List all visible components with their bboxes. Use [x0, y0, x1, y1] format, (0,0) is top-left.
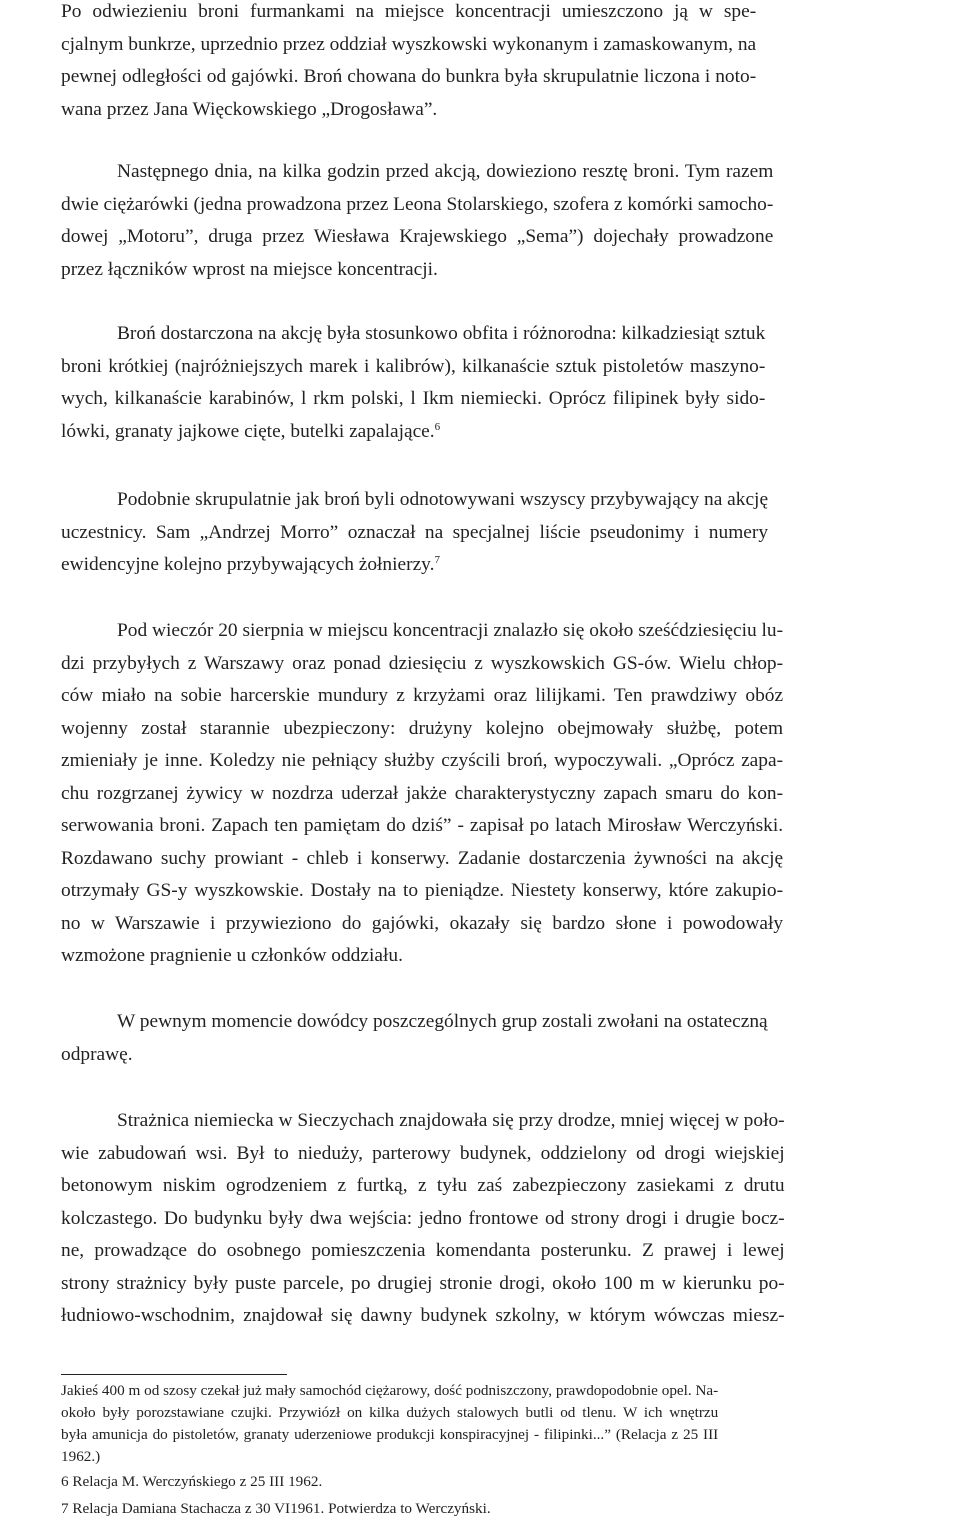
text-line: zmieniały je inne. Koledzy nie pełniący służby czyścili broń, wypoczywali. „Oprócz zapa-	[61, 750, 784, 771]
text-line: pewnej odległości od gajówki. Broń chowana do bunkra była skrupulatnie liczona i noto-	[61, 66, 757, 87]
text-line: wie zabudowań wsi. Był to nieduży, parterowy budynek, oddzielony od drogi wiejskiej	[61, 1142, 785, 1164]
text-line: Po odwiezieniu broni furmankami na miejsce koncentracji umieszczono ją w spe-	[61, 1, 757, 22]
text-line: Strażnica niemiecka w Sieczychach znajdowała się przy drodze, mniej więcej w poło-	[117, 1110, 785, 1131]
text-line: uczestnicy. Sam „Andrzej Morro” oznaczał na specjalnej liście pseudonimy i numery	[61, 521, 769, 543]
footnote-line: była amunicja do pistoletów, granaty uderzeniowe produkcji konspiracyjnej - filipinki...” (Relacja z 25 III	[61, 1426, 719, 1443]
text-line: Następnego dnia, na kilka godzin przed akcją, dowieziono resztę broni. Tym razem	[117, 161, 774, 182]
footnote-separator	[61, 1374, 287, 1375]
text-line: ców miało na sobie harcerskie mundury z krzyżami oraz lilijkami. Ten prawdziwy obóz	[61, 685, 784, 706]
text-line: Rozdawano suchy prowiant - chleb i konserwy. Zadanie dostarczenia żywności na akcję	[61, 847, 784, 869]
text-line: chu rozgrzanej żywicy w nozdrza uderzał jakże charakterystyczny zapach smaru do kon-	[61, 782, 784, 804]
text-line: Pod wieczór 20 sierpnia w miejscu koncentracji znalazło się około sześćdziesięciu lu-	[117, 620, 784, 641]
text-line: otrzymały GS-y wyszkowskie. Dostały na to pieniądze. Niestety konserwy, które zakupio-	[61, 880, 784, 901]
text-line: W pewnym momencie dowódcy poszczególnych grup zostali zwołani na ostateczną	[117, 1011, 768, 1032]
text-line: wojenny został starannie ubezpieczony: drużyny kolejno obejmowały służbę, potem	[61, 717, 784, 739]
text-line: serwowania broni. Zapach ten pamiętam do dziś” - zapisał po latach Mirosław Werczyński.	[61, 815, 784, 836]
footnote-continued	[61, 1380, 718, 1468]
footnote-line: około były porozstawiane czujki. Przywiózł on kilka dużych stalowych butli od tlenu. W ich wnętrzu	[61, 1404, 719, 1421]
footnote-ref: 7	[434, 554, 440, 566]
text-line: Broń dostarczona na akcję była stosunkowo obfita i różnorodna: kilkadziesiąt sztuk	[117, 323, 766, 344]
footnote-line: 6 Relacja M. Werczyńskiego z 25 III 1962.	[61, 1473, 323, 1490]
text-line: wzmożone pragnienie u członków oddziału.	[61, 945, 403, 966]
text-line: betonowym niskim ogrodzeniem z furtką, z tyłu zaś zabezpieczony zasiekami z drutu	[61, 1175, 785, 1196]
text-line: no w Warszawie i przywieziono do gajówki, okazały się bardzo słone i powodowały	[61, 912, 784, 934]
footnote-line: Jakieś 400 m od szosy czekał już mały samochód ciężarowy, dość podniszczony, prawdopodobnie opel. Na-	[61, 1382, 719, 1399]
text-line: wych, kilkanaście karabinów, l rkm polski, l Ikm niemiecki. Oprócz filipinek były sido-	[61, 388, 766, 409]
footnote-7	[61, 1498, 491, 1520]
footnote-line: 7 Relacja Damiana Stachacza z 30 VI1961. Potwierdza to Werczyński.	[61, 1500, 491, 1517]
text-line: Podobnie skrupulatnie jak broń byli odnotowywani wszyscy przybywający na akcję	[117, 489, 769, 510]
paragraph-guardhouse	[61, 1105, 785, 1333]
text-line: dowej „Motoru”, druga przez Wiesława Krajewskiego „Sema”) dojechały prowadzone	[61, 226, 774, 247]
footnote-line: 1962.)	[61, 1448, 101, 1465]
text-line: przez łączników wprost na miejsce koncentracji.	[61, 258, 438, 280]
paragraph-weapons-bunker	[61, 0, 756, 126]
text-line: dwie ciężarówki (jedna prowadzona przez Leona Stolarskiego, szofera z komórki samocho-	[61, 193, 774, 215]
text-line: łudniowo-wschodnim, znajdował się dawny budynek szkolny, w którym wówczas miesz-	[61, 1305, 785, 1326]
footnote-6	[61, 1471, 322, 1493]
footnote-ref: 6	[434, 420, 441, 433]
text-line: dzi przybyłych z Warszawy oraz ponad dziesięciu z wyszkowskich GS-ów. Wielu chłop-	[61, 652, 784, 674]
text-line: wana przez Jana Więckowskiego „Drogosława”.	[61, 98, 438, 120]
text-line: kolczastego. Do budynku były dwa wejścia: jedno frontowe od strony drogi i drugie bocz-	[61, 1207, 785, 1229]
text-line-content: lówki, granaty jajkowe cięte, butelki zapalające.	[61, 420, 435, 442]
paragraph-remaining-weapons	[61, 156, 773, 286]
paragraph-camp-evening	[61, 615, 783, 973]
text-line: strony strażnicy były puste parcele, po drugiej stronie drogi, około 100 m w kierunku po-	[61, 1272, 785, 1294]
text-line: odprawę.	[61, 1043, 133, 1065]
text-line	[61, 416, 765, 449]
text-line: ne, prowadzące do osobnego pomieszczenia komendanta posterunku. Z prawej i lewej	[61, 1240, 785, 1261]
text-line: cjalnym bunkrze, uprzednio przez oddział wyszkowski wykonanym i zamaskowanym, na	[61, 33, 757, 55]
text-line: broni krótkiej (najróżniejszych marek i kalibrów), kilkanaście sztuk pistoletów maszyno-	[61, 355, 766, 377]
paragraph-weapons-inventory	[61, 318, 765, 448]
paragraph-participants-registry	[61, 484, 768, 582]
text-line-content: ewidencyjne kolejno przybywających żołnierzy.	[61, 554, 435, 575]
paragraph-briefing	[61, 1006, 768, 1071]
text-line	[61, 549, 768, 582]
